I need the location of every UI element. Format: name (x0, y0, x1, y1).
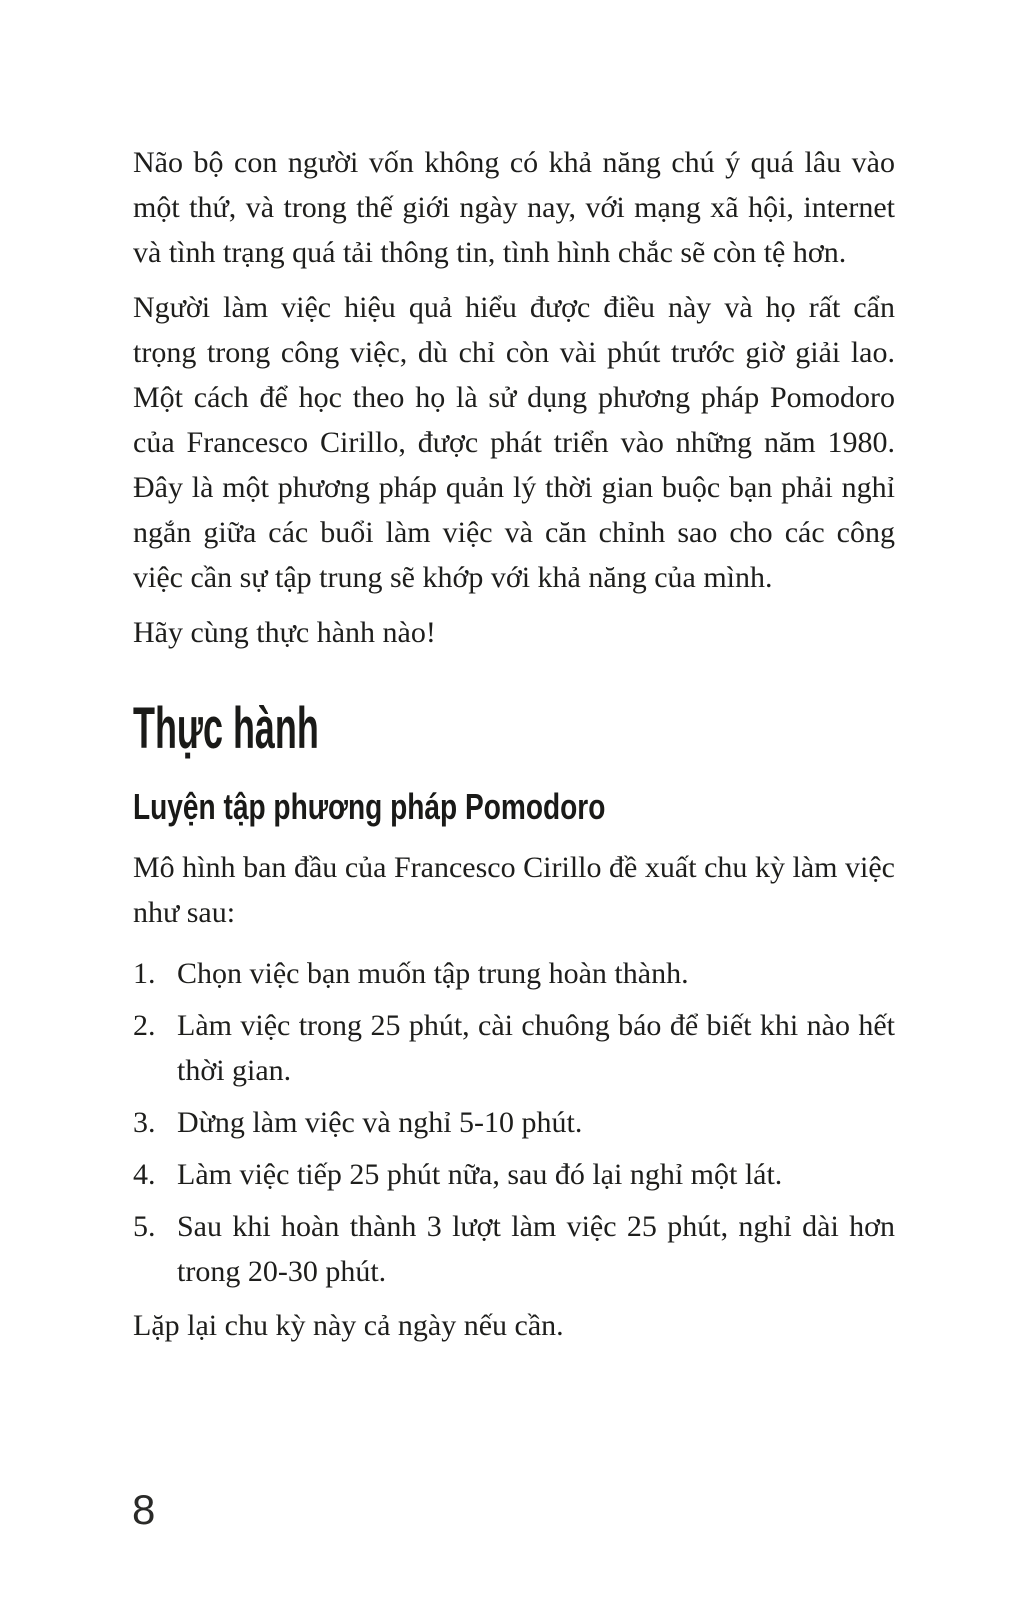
intro-paragraph-3: Hãy cùng thực hành nào! (133, 616, 436, 649)
list-item-text: Làm việc tiếp 25 phút nữa, sau đó lại nghỉ một lát. (177, 1158, 783, 1191)
list-item (133, 1100, 895, 1145)
page-number: 8 (132, 1486, 156, 1533)
list-item-text: Làm việc trong 25 phút, cài chuông báo để biết khi nào hết thời gian. (177, 1009, 895, 1087)
list-item-text: Sau khi hoàn thành 3 lượt làm việc 25 phút, nghỉ dài hơn trong 20-30 phút. (177, 1210, 895, 1288)
list-item (133, 1204, 895, 1294)
list-item-number: 3. (133, 1106, 156, 1139)
section-heading: Thực hành (133, 696, 319, 761)
closing-line: Lặp lại chu kỳ này cả ngày nếu cần. (133, 1309, 564, 1342)
list-item-number: 2. (133, 1009, 156, 1042)
list-item (133, 1003, 895, 1093)
list-item-text: Chọn việc bạn muốn tập trung hoàn thành. (177, 957, 689, 990)
list-item-number: 1. (133, 957, 156, 990)
list-item-number: 4. (133, 1158, 156, 1191)
section-subheading: Luyện tập phương pháp Pomodoro (133, 786, 606, 827)
list-item (133, 1152, 895, 1197)
list-item-text: Dừng làm việc và nghỉ 5-10 phút. (177, 1106, 583, 1139)
intro-paragraph-1: Não bộ con người vốn không có khả năng chú ý quá lâu vào một thứ, và trong thế giới ngày nay, với mạng xã hội, internet và tình trạng quá tải thông tin, tình hình chắc sẽ còn tệ hơn. (133, 146, 895, 269)
pomodoro-steps-list (133, 951, 895, 1294)
section-lead-paragraph: Mô hình ban đầu của Francesco Cirillo đề xuất chu kỳ làm việc như sau: (133, 851, 895, 929)
list-item-number: 5. (133, 1210, 156, 1243)
list-item (133, 951, 895, 996)
intro-paragraph-2: Người làm việc hiệu quả hiểu được điều này và họ rất cẩn trọng trong công việc, dù chỉ còn vài phút trước giờ giải lao. Một cách để học theo họ là sử dụng phương pháp Pomodoro của Francesco Cirillo, được phát triển vào những năm 1980. Đây là một phương pháp quản lý thời gian buộc bạn phải nghỉ ngắn giữa các buổi làm việc và căn chỉnh sao cho các công việc cần sự tập trung sẽ khớp với khả năng của mình. (133, 291, 895, 594)
page-content (133, 140, 895, 1348)
